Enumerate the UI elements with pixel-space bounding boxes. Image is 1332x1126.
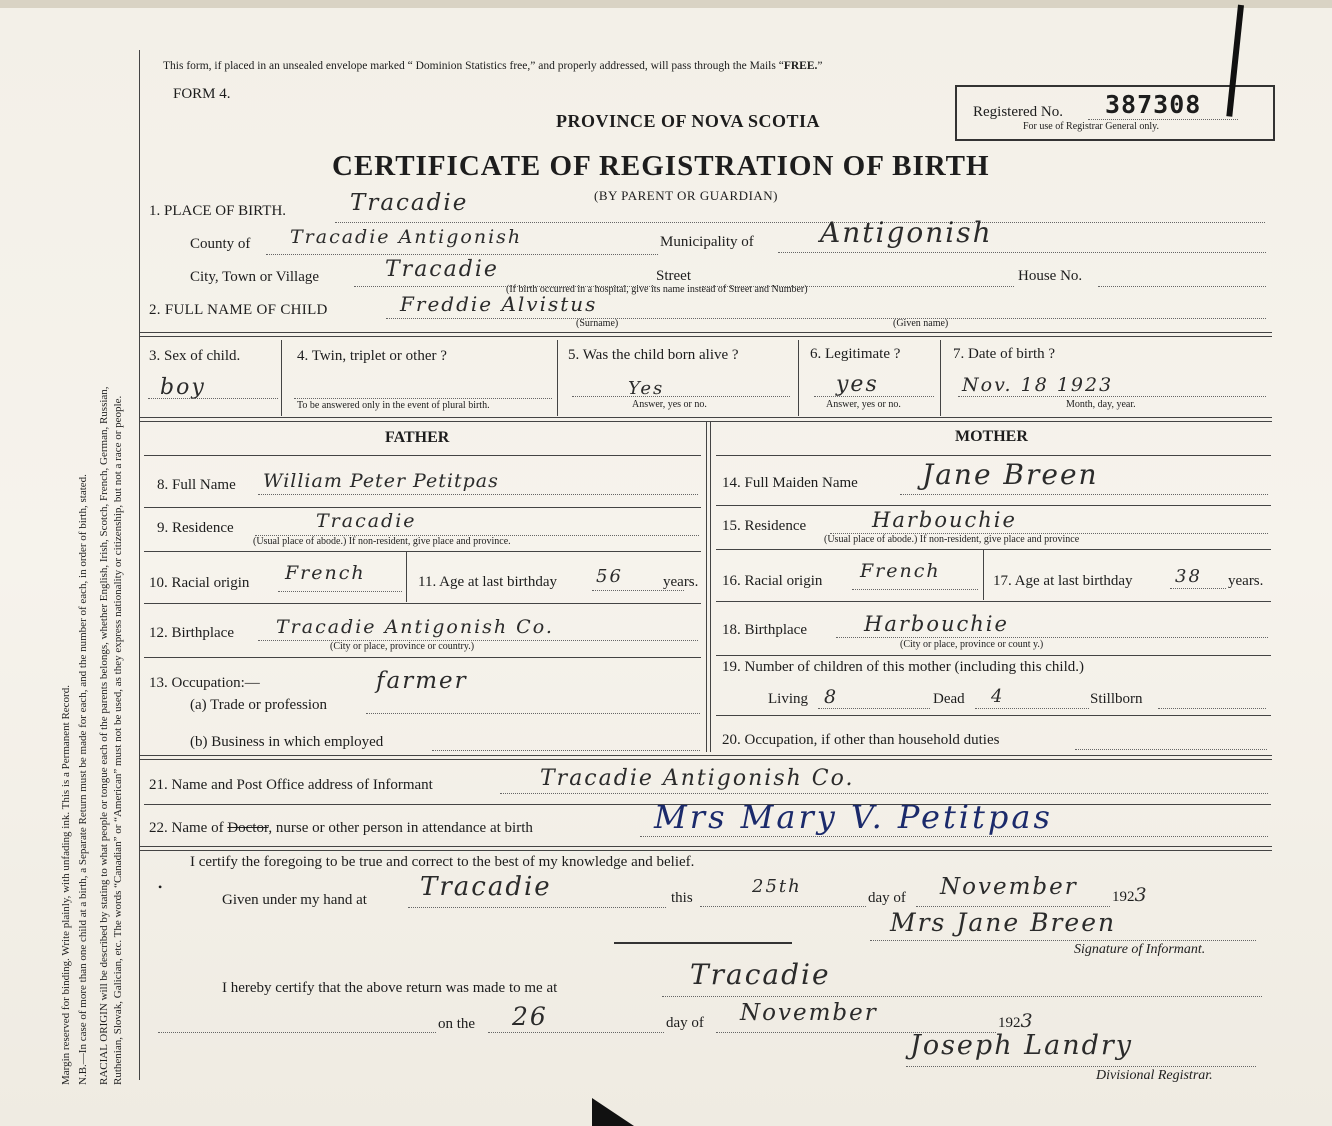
mother-occupation-line xyxy=(1075,749,1267,750)
registrar-place-line xyxy=(662,996,1262,997)
attendant-line xyxy=(640,836,1268,837)
mother-racial-line xyxy=(852,589,978,590)
sex-value: boy xyxy=(160,375,206,400)
mail-notice: This form, if placed in an unsealed envelope marked “ Dominion Statistics free,” and properly addressed, will pass through the Mails “FREE.” xyxy=(163,60,823,72)
registrar-day: 26 xyxy=(512,1002,548,1031)
father-name-line xyxy=(258,494,698,495)
rule xyxy=(716,601,1271,602)
row-divider xyxy=(798,340,799,416)
registrar-blank-line xyxy=(158,1032,436,1033)
row-divider xyxy=(940,340,941,416)
alive-value: Yes xyxy=(628,378,665,399)
legitimate-label: 6. Legitimate ? xyxy=(810,346,901,362)
alive-line xyxy=(572,396,790,397)
father-occupation-value: farmer xyxy=(376,668,468,694)
rule xyxy=(144,657,701,658)
mother-heading: MOTHER xyxy=(955,428,1028,445)
child-name-line xyxy=(386,318,1266,319)
parents-center-divider xyxy=(706,422,711,752)
registrar-title: Divisional Registrar. xyxy=(1096,1068,1213,1083)
mother-racial-value: French xyxy=(860,560,941,582)
informant-value: Tracadie Antigonish Co. xyxy=(540,766,855,791)
municipality-label: Municipality of xyxy=(660,234,754,250)
mother-birthplace-value: Harbouchie xyxy=(864,612,1009,636)
registered-number-line xyxy=(1088,119,1238,120)
twin-note: To be answered only in the event of plural birth. xyxy=(297,400,490,411)
county-label: County of xyxy=(190,236,251,252)
dead-label: Dead xyxy=(933,691,965,707)
father-name-label: 8. Full Name xyxy=(157,477,236,493)
this-day: 25th xyxy=(752,876,802,897)
legitimate-note: Answer, yes or no. xyxy=(826,399,901,410)
mother-name-label: 14. Full Maiden Name xyxy=(722,475,858,491)
house-no-label: House No. xyxy=(1018,268,1083,284)
row-divider xyxy=(406,552,407,602)
attendant-label: 22. Name of Doctor, nurse or other person in attendance at birth xyxy=(149,820,533,836)
dob-label: 7. Date of birth ? xyxy=(953,346,1056,362)
father-birthplace-line xyxy=(258,640,698,641)
rule xyxy=(144,455,701,456)
mother-age-label: 17. Age at last birthday xyxy=(993,573,1133,589)
father-birthplace-label: 12. Birthplace xyxy=(149,625,234,641)
surname-note: (Surname) xyxy=(576,318,619,329)
father-birthplace-value: Tracadie Antigonish Co. xyxy=(276,616,554,638)
sex-line xyxy=(148,398,278,399)
mother-birthplace-line xyxy=(836,637,1268,638)
attendant-value: Mrs Mary V. Petitpas xyxy=(654,798,1053,836)
father-heading: FATHER xyxy=(385,429,450,446)
municipality-line xyxy=(778,252,1266,253)
dead-line xyxy=(975,708,1089,709)
province-heading: PROVINCE OF NOVA SCOTIA xyxy=(556,111,821,131)
house-no-line xyxy=(1098,286,1266,287)
registered-label: Registered No. xyxy=(973,104,1063,120)
municipality-value: Antigonish xyxy=(820,216,993,249)
place-of-birth-label: 1. PLACE OF BIRTH. xyxy=(149,203,287,219)
certificate-title: CERTIFICATE OF REGISTRATION OF BIRTH xyxy=(332,150,990,182)
row-divider xyxy=(281,340,282,416)
city-label: City, Town or Village xyxy=(190,269,320,285)
registrar-statement: I hereby certify that the above return was made to me at xyxy=(222,980,558,996)
living-line xyxy=(818,708,930,709)
father-age-value: 56 xyxy=(596,566,623,587)
informant-signature: Mrs Jane Breen xyxy=(890,908,1117,937)
mother-residence-label: 15. Residence xyxy=(722,518,807,534)
registrar-place: Tracadie xyxy=(690,958,831,991)
street-label: Street xyxy=(656,268,691,284)
registrar-signature-line xyxy=(906,1066,1256,1067)
divider-child xyxy=(140,332,1272,337)
paper-top-edge xyxy=(0,0,1332,8)
informant-signature-line xyxy=(870,940,1256,941)
mother-residence-value: Harbouchie xyxy=(872,508,1017,532)
row-divider xyxy=(983,550,984,600)
rule xyxy=(716,505,1271,506)
rule xyxy=(716,655,1271,656)
father-residence-note: (Usual place of abode.) If non-resident, give place and province. xyxy=(253,536,511,547)
divider-certify xyxy=(140,846,1272,851)
registrar-use-note: For use of Registrar General only. xyxy=(1023,121,1159,132)
given-place-line xyxy=(408,907,666,908)
father-birthplace-note: (City or place, province or country.) xyxy=(330,641,475,652)
rule xyxy=(716,549,1271,550)
father-age-unit: years. xyxy=(663,574,699,590)
living-value: 8 xyxy=(824,686,839,708)
twin-line xyxy=(294,398,552,399)
informant-label: 21. Name and Post Office address of Informant xyxy=(149,777,433,793)
mother-age-value: 38 xyxy=(1175,566,1202,587)
children-label: 19. Number of children of this mother (including this child.) xyxy=(722,659,1085,675)
father-name-value: William Peter Petitpas xyxy=(263,470,499,492)
trade-label: (a) Trade or profession xyxy=(190,697,328,713)
legitimate-value: yes xyxy=(836,372,879,397)
certificate-subtitle: (BY PARENT OR GUARDIAN) xyxy=(594,188,779,203)
given-month-line xyxy=(916,906,1110,907)
child-name-label: 2. FULL NAME OF CHILD xyxy=(149,302,328,318)
given-name-note: (Given name) xyxy=(893,318,949,329)
certify-statement: I certify the foregoing to be true and correct to the best of my knowledge and belief. xyxy=(190,854,695,870)
child-name-value: Freddie Alvistus xyxy=(400,292,598,316)
father-racial-line xyxy=(278,591,402,592)
place-of-birth-value: Tracadie xyxy=(350,190,469,216)
margin-note-binding: Margin reserved for binding. Write plainly, with unfading ink. This is a Permanent Record. xyxy=(60,685,72,1085)
mother-birthplace-label: 18. Birthplace xyxy=(722,622,807,638)
given-place: Tracadie xyxy=(420,872,552,902)
rule xyxy=(716,715,1271,716)
rule xyxy=(144,507,701,508)
mother-age-line xyxy=(1170,588,1226,589)
given-year: 1923 xyxy=(1112,884,1149,906)
this-label: this xyxy=(671,890,693,906)
father-age-label: 11. Age at last birthday xyxy=(418,574,557,590)
business-line xyxy=(432,750,700,751)
registrar-year: 1923 xyxy=(998,1010,1035,1032)
mother-occupation-label: 20. Occupation, if other than household duties xyxy=(722,732,1000,748)
place-of-birth-line xyxy=(335,222,1265,223)
mother-residence-note: (Usual place of abode.) If non-resident, give place and province xyxy=(824,534,1080,545)
registrar-day-of-label: day of xyxy=(666,1015,704,1031)
mother-age-unit: years. xyxy=(1228,573,1264,589)
registrar-day-line xyxy=(488,1032,664,1033)
stillborn-label: Stillborn xyxy=(1090,691,1143,707)
rule xyxy=(144,551,701,552)
alive-note: Answer, yes or no. xyxy=(632,399,707,410)
stillborn-line xyxy=(1158,708,1266,709)
day-of-label: day of xyxy=(868,890,906,906)
registrar-month: November xyxy=(740,1000,878,1026)
separator-line xyxy=(614,942,792,944)
county-value: Tracadie Antigonish xyxy=(290,226,523,248)
father-racial-label: 10. Racial origin xyxy=(149,575,250,591)
sex-label: 3. Sex of child. xyxy=(149,348,241,364)
hospital-note: (If birth occurred in a hospital, give its name instead of Street and Number) xyxy=(506,284,808,295)
father-residence-label: 9. Residence xyxy=(157,520,234,536)
form-number: FORM 4. xyxy=(173,86,231,102)
binding-mark xyxy=(592,1098,634,1126)
dob-note: Month, day, year. xyxy=(1066,399,1136,410)
alive-label: 5. Was the child born alive ? xyxy=(568,347,739,363)
dead-value: 4 xyxy=(991,686,1005,707)
mother-name-line xyxy=(900,494,1268,495)
registered-number: 387308 xyxy=(1105,90,1202,119)
given-label: Given under my hand at xyxy=(222,892,367,908)
legitimate-line xyxy=(814,396,934,397)
row-divider xyxy=(557,340,558,416)
dob-line xyxy=(958,396,1266,397)
twin-label: 4. Twin, triplet or other ? xyxy=(297,348,447,364)
mother-birthplace-note: (City or place, province or count y.) xyxy=(900,639,1044,650)
mother-name-value: Jane Breen xyxy=(922,458,1099,491)
mother-racial-label: 16. Racial origin xyxy=(722,573,823,589)
rule xyxy=(716,455,1271,456)
margin-note-nb: N.B.—In case of more than one child at a birth, a Separate Return must be made for each, and the number of each, in order of birth, stated. xyxy=(77,474,89,1085)
registrar-signature: Joseph Landry xyxy=(910,1030,1134,1061)
ink-dot: • xyxy=(158,880,163,894)
father-residence-value: Tracadie xyxy=(316,510,417,532)
this-day-line xyxy=(700,906,866,907)
margin-note-racial-2: Ruthenian, Slovak, Galician, etc. The words “Canadian” or “American” must not be used, as they express nationality or citizenship, but not a race or people. xyxy=(112,395,124,1085)
living-label: Living xyxy=(768,691,808,707)
informant-line xyxy=(500,793,1268,794)
rule xyxy=(144,603,701,604)
dob-value: Nov. 18 1923 xyxy=(962,374,1114,396)
form-left-border xyxy=(139,50,140,1080)
father-racial-value: French xyxy=(285,562,366,584)
city-value: Tracadie xyxy=(385,257,499,282)
divider-informant xyxy=(140,755,1272,760)
father-occupation-label: 13. Occupation:— xyxy=(149,675,260,691)
business-label: (b) Business in which employed xyxy=(190,734,384,750)
on-the-label: on the xyxy=(438,1016,476,1032)
margin-note-racial-1: RACIAL ORIGIN will be described by stating to what people or tongue each of the parents belongs, whether English, Irish, Scotch, French, German, Russian, xyxy=(98,386,110,1085)
informant-signature-label: Signature of Informant. xyxy=(1074,942,1206,957)
county-line xyxy=(266,254,658,255)
trade-line xyxy=(366,713,700,714)
given-month: November xyxy=(940,874,1078,900)
